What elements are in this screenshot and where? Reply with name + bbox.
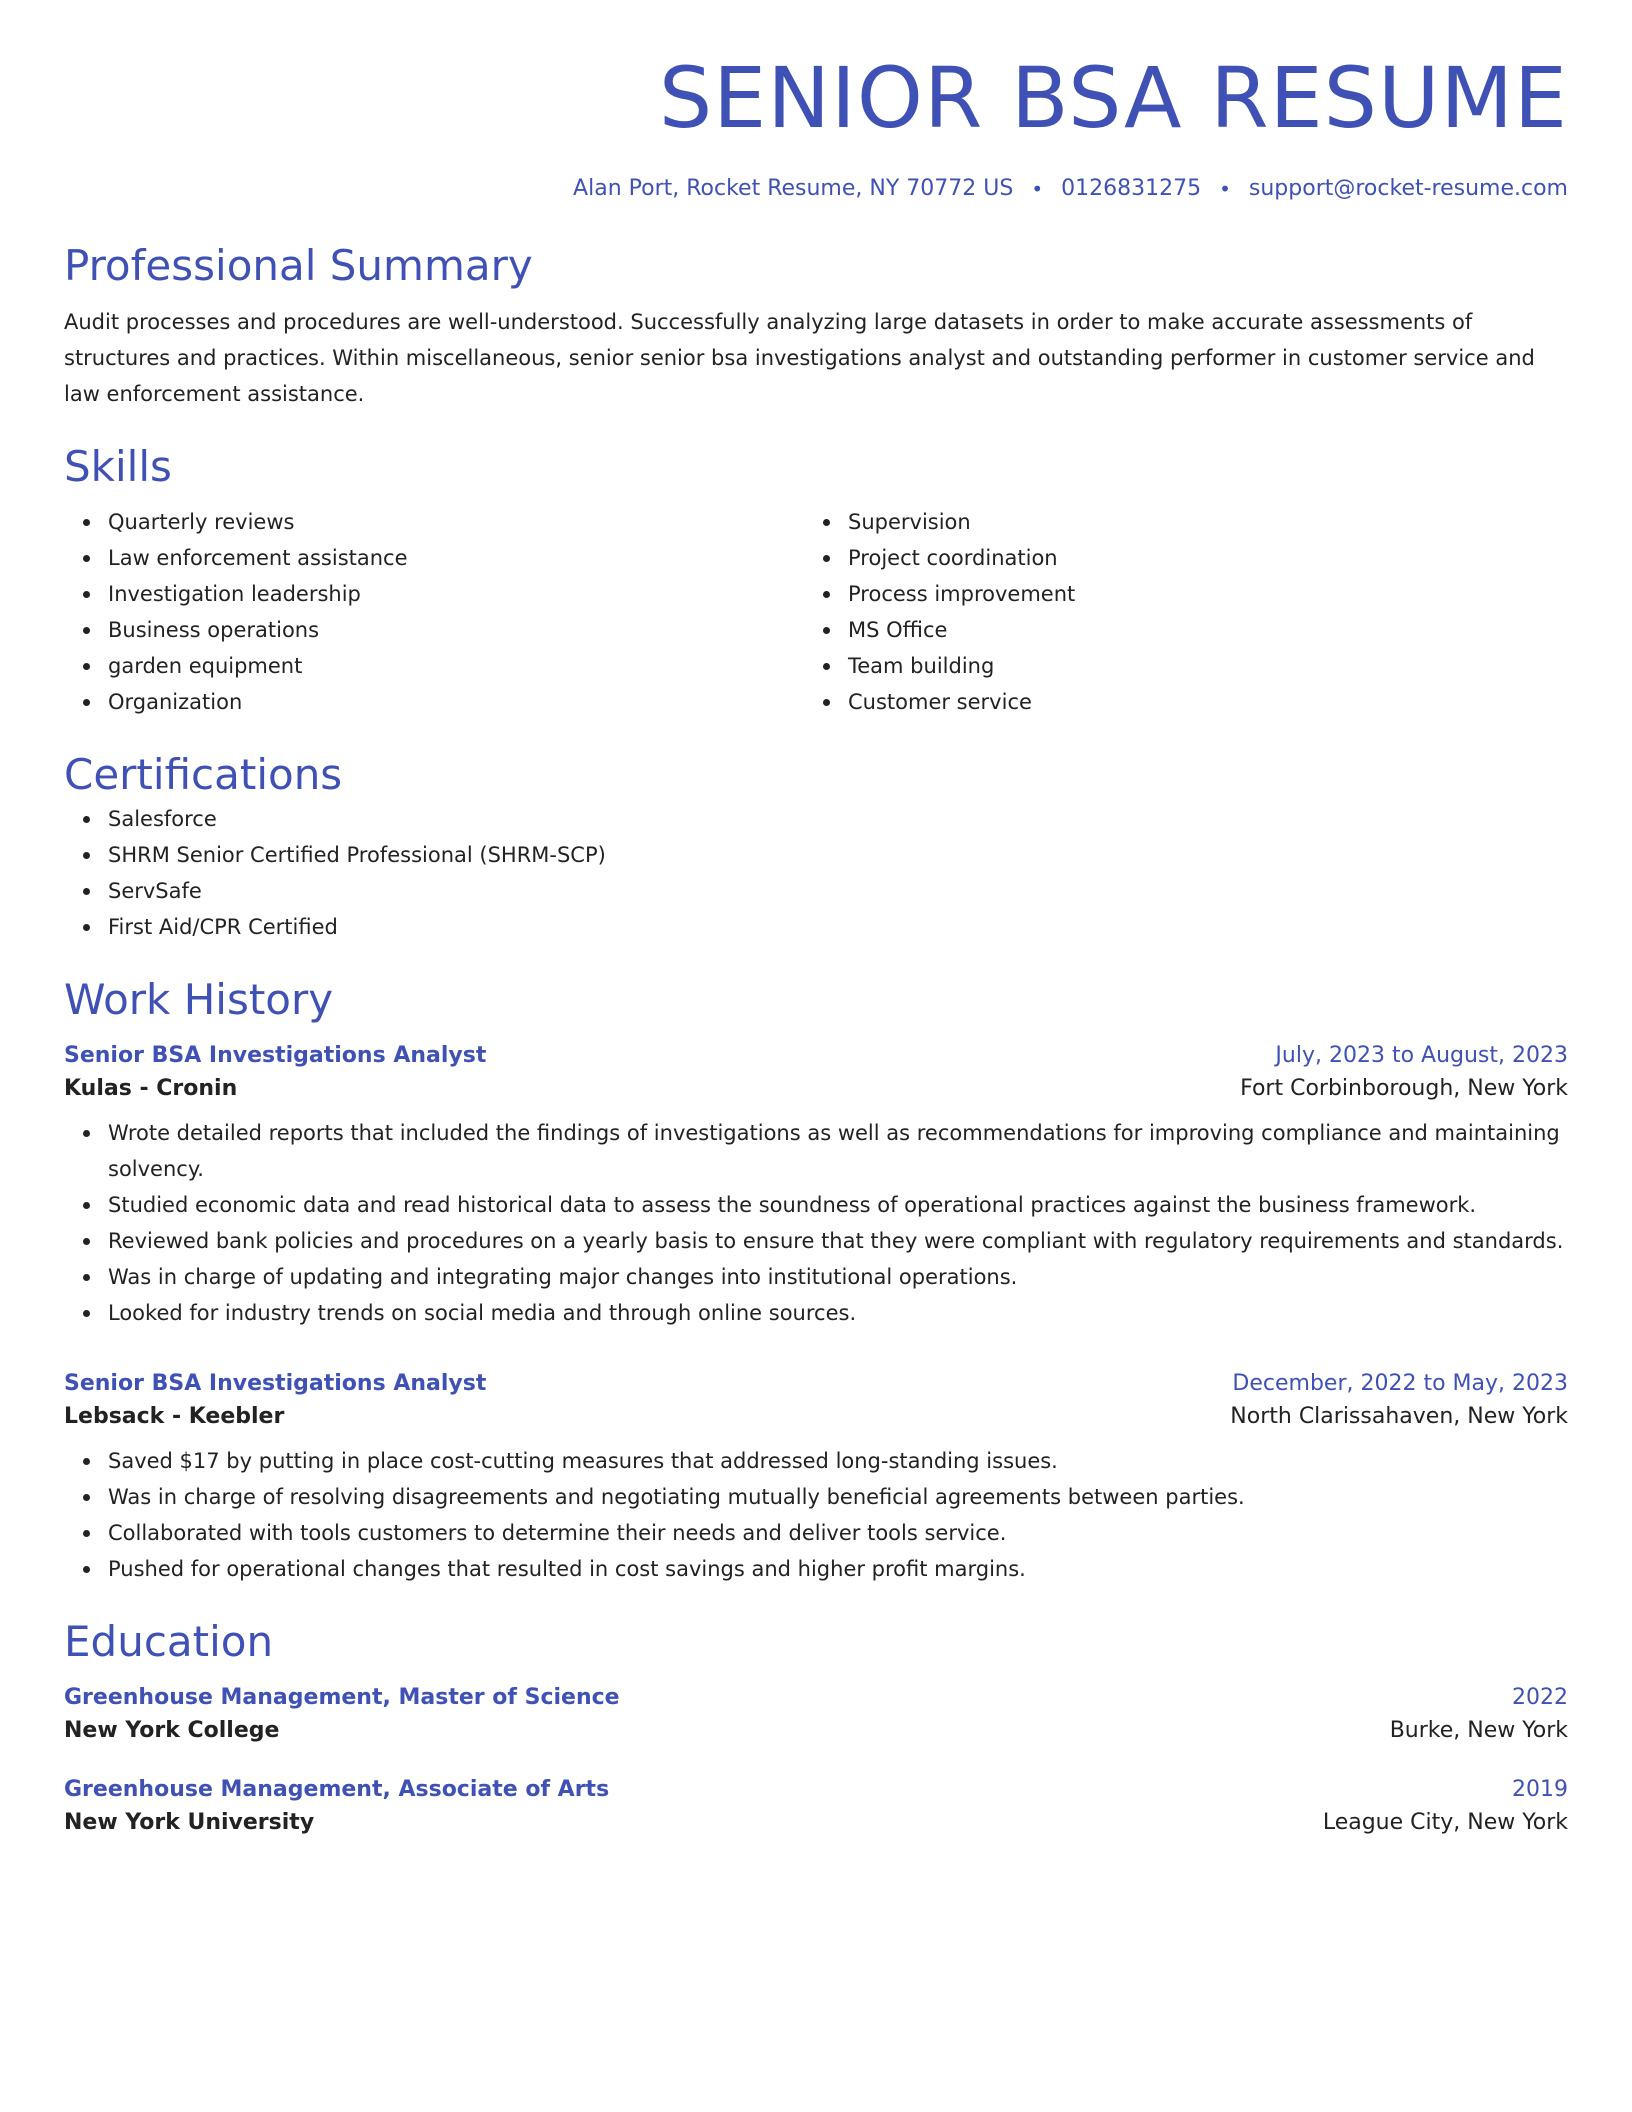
section-title-summary: Professional Summary — [64, 241, 533, 291]
job-bullet: Pushed for operational changes that resulted in cost savings and higher profit margins. — [108, 1551, 1568, 1587]
education-header-row — [64, 1777, 1568, 1802]
contact-phone: 0126831275 — [1061, 176, 1202, 202]
job-bullets — [64, 1115, 1568, 1331]
skill-item: Customer service — [848, 684, 1544, 720]
skills-grid — [64, 504, 1568, 720]
skill-item: Process improvement — [848, 576, 1544, 612]
skill-item: Investigation leadership — [108, 576, 804, 612]
certifications-list — [64, 801, 1568, 945]
skill-item: Project coordination — [848, 540, 1544, 576]
education-location: League City, New York — [1322, 1810, 1568, 1836]
skill-item: Team building — [848, 648, 1544, 684]
job-bullet: Studied economic data and read historical data to assess the soundness of operational practices against the business framework. — [108, 1187, 1568, 1223]
job-dates: December, 2022 to May, 2023 — [1232, 1370, 1568, 1396]
job-entry — [64, 1371, 1568, 1587]
resume-title: SENIOR BSA RESUME — [658, 49, 1568, 147]
section-title-skills: Skills — [64, 441, 172, 491]
job-role: Senior BSA Investigations Analyst — [64, 1370, 487, 1396]
certification-item: First Aid/CPR Certified — [108, 909, 1568, 945]
certification-item: Salesforce — [108, 801, 1568, 837]
job-dates: July, 2023 to August, 2023 — [1275, 1042, 1568, 1068]
certification-item: ServSafe — [108, 873, 1568, 909]
skill-item: Quarterly reviews — [108, 504, 804, 540]
skill-item: Law enforcement assistance — [108, 540, 804, 576]
contact-email: support@rocket-resume.com — [1248, 176, 1568, 202]
education-school-row — [64, 1810, 1568, 1835]
skills-list-left — [64, 504, 804, 720]
skill-item: garden equipment — [108, 648, 804, 684]
job-bullet: Saved $17 by putting in place cost-cutting measures that addressed long-standing issues. — [108, 1443, 1568, 1479]
education-school-row — [64, 1718, 1568, 1743]
section-title-certifications: Certifications — [64, 750, 343, 800]
contact-line — [64, 176, 1568, 201]
section-title-education: Education — [64, 1616, 274, 1666]
job-company: Kulas - Cronin — [64, 1075, 238, 1101]
contact-separator: • — [1031, 176, 1044, 201]
job-location: Fort Corbinborough, New York — [1240, 1075, 1568, 1101]
summary-text: Audit processes and procedures are well-understood. Successfully analyzing large datasets in order to make accurate assessments of structures and practices. Within miscellaneous, senior senior bsa investigations analyst and outstanding performer in customer service and law enforcement assistance. — [64, 309, 1535, 406]
section-title-work-history: Work History — [64, 974, 334, 1024]
skill-item: Business operations — [108, 612, 804, 648]
job-company: Lebsack - Keebler — [64, 1403, 285, 1429]
job-entry — [64, 1043, 1568, 1331]
job-bullets — [64, 1443, 1568, 1587]
job-bullet: Reviewed bank policies and procedures on a yearly basis to ensure that they were compliant with regulatory requirements and standards. — [108, 1223, 1568, 1259]
skills-column-left — [64, 504, 804, 720]
education-school: New York University — [64, 1810, 315, 1836]
resume-header — [64, 49, 1568, 202]
skill-item: Supervision — [848, 504, 1544, 540]
education-year: 2019 — [1512, 1777, 1568, 1803]
education-header-row — [64, 1685, 1568, 1710]
skill-item: MS Office — [848, 612, 1544, 648]
education-school: New York College — [64, 1718, 280, 1744]
contact-separator: • — [1219, 176, 1231, 201]
certification-item: SHRM Senior Certified Professional (SHRM-SCP) — [108, 837, 1568, 873]
job-bullet: Was in charge of resolving disagreements and negotiating mutually beneficial agreements between parties. — [108, 1479, 1568, 1515]
job-header-row — [64, 1371, 1568, 1396]
education-degree: Greenhouse Management, Associate of Arts — [64, 1777, 610, 1803]
education-entry — [64, 1685, 1568, 1743]
education-entry — [64, 1777, 1568, 1835]
education-year: 2022 — [1512, 1685, 1568, 1711]
skills-list-right — [804, 504, 1544, 720]
education-degree: Greenhouse Management, Master of Science — [64, 1685, 620, 1711]
job-role: Senior BSA Investigations Analyst — [64, 1042, 487, 1068]
job-bullet: Was in charge of updating and integrating major changes into institutional operations. — [108, 1259, 1568, 1295]
education-location: Burke, New York — [1389, 1718, 1568, 1744]
contact-address: Alan Port, Rocket Resume, NY 70772 US — [573, 176, 1014, 202]
job-bullet: Wrote detailed reports that included the findings of investigations as well as recommendations for improving compliance and maintaining solvency. — [108, 1115, 1568, 1187]
job-company-row — [64, 1076, 1568, 1101]
skills-column-right — [804, 504, 1544, 720]
job-header-row — [64, 1043, 1568, 1068]
job-bullet: Looked for industry trends on social media and through online sources. — [108, 1295, 1568, 1331]
job-company-row — [64, 1404, 1568, 1429]
job-bullet: Collaborated with tools customers to determine their needs and deliver tools service. — [108, 1515, 1568, 1551]
job-location: North Clarissahaven, New York — [1230, 1403, 1568, 1429]
skill-item: Organization — [108, 684, 804, 720]
